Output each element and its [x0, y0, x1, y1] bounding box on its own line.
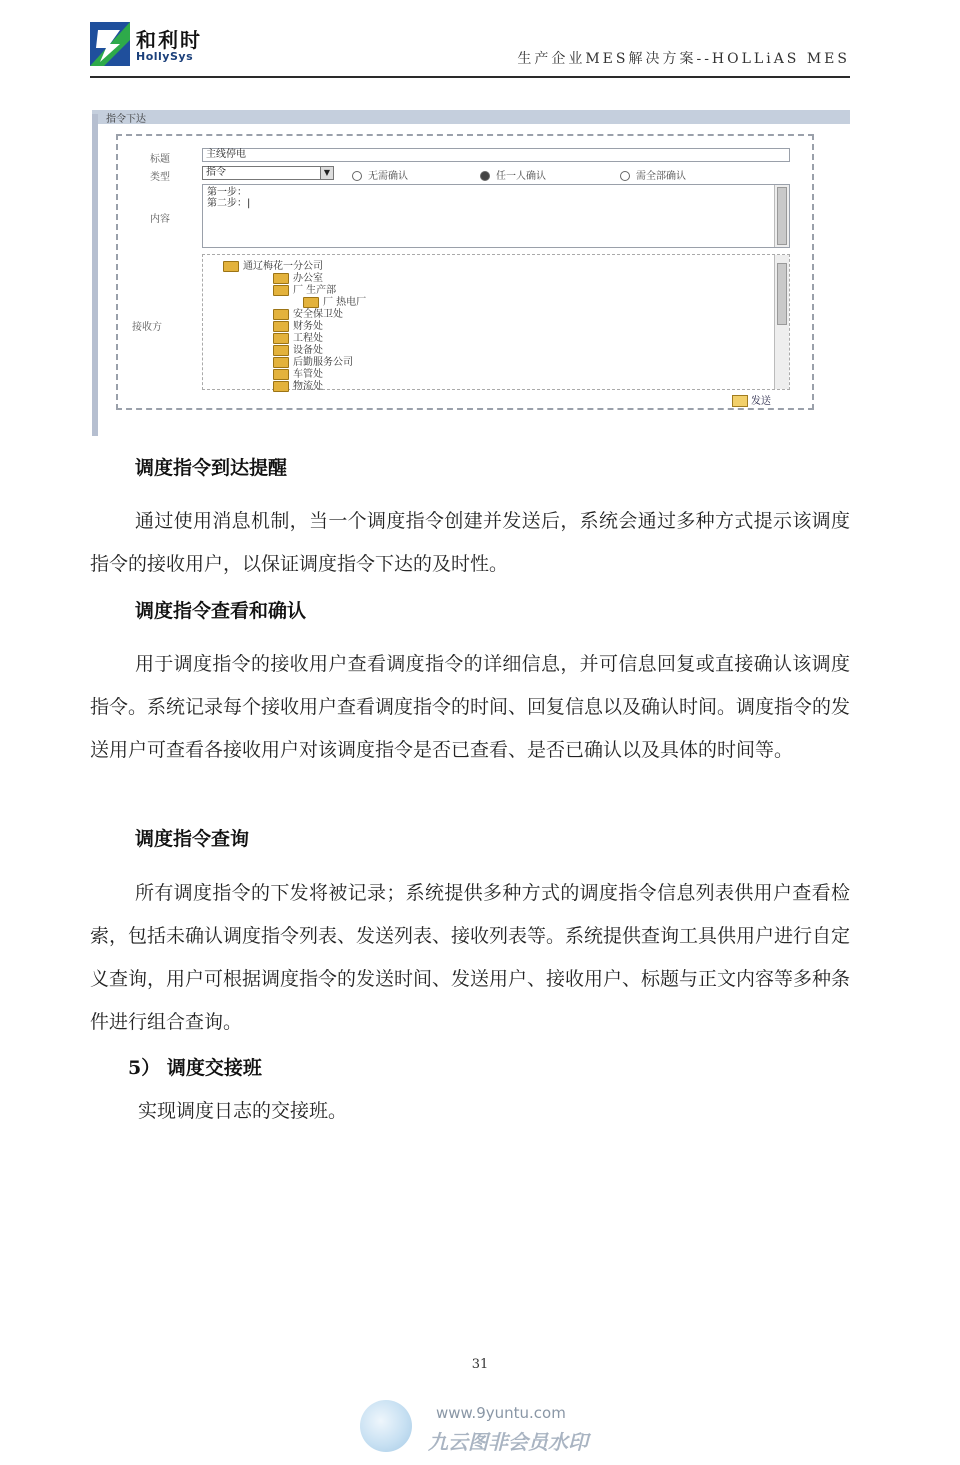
- radio-icon: [620, 171, 630, 181]
- window-title: 指令下达: [106, 114, 146, 125]
- title-label: 标题: [150, 154, 170, 165]
- tree-item[interactable]: 厂 热电厂: [303, 293, 366, 308]
- hollysys-logo: [90, 22, 220, 68]
- chevron-down-icon: ▼: [320, 167, 333, 179]
- tree-item[interactable]: 办公室: [273, 269, 323, 284]
- radio-all-confirm[interactable]: [620, 167, 686, 182]
- watermark-logo-icon: [360, 1400, 412, 1452]
- page-header: [90, 20, 850, 78]
- radio-icon: [352, 171, 362, 181]
- tree-item[interactable]: 通辽梅花一分公司: [223, 257, 323, 272]
- subsection-heading: 5） 调度交接班: [128, 1057, 262, 1079]
- section-paragraph: 用于调度指令的接收用户查看调度指令的详细信息，并可信息回复或直接确认该调度指令。系统记录每个接收用户查看调度指令的时间、回复信息以及确认时间。调度指令的发送用户可查看各接收用户对该调度指令是否已查看、是否已确认以及具体的时间等。: [90, 653, 851, 761]
- tree-item[interactable]: 财务处: [273, 317, 323, 332]
- document-title: 生产企业MES解决方案--HOLLiAS MES: [517, 51, 850, 67]
- radio-label: 无需确认: [368, 171, 408, 182]
- radio-selected-icon: [480, 171, 490, 181]
- type-select[interactable]: [202, 166, 334, 180]
- tree-item[interactable]: 后勤服务公司: [273, 353, 353, 368]
- watermark-url: www.9yuntu.com: [436, 1404, 566, 1422]
- section-paragraph: 所有调度指令的下发将被记录；系统提供多种方式的调度指令信息列表供用户查看检索，包括未确认调度指令列表、发送列表、接收列表等。系统提供查询工具供用户进行自定义查询，用户可根据调度指令的发送时间、发送用户、接收用户、标题与正文内容等多种条件进行组合查询。: [90, 882, 851, 1033]
- section-heading: 调度指令到达提醒: [135, 457, 288, 479]
- section-heading: 调度指令查看和确认: [135, 600, 307, 622]
- content-line: 第二步：|: [207, 198, 251, 209]
- section-heading: 调度指令查询: [135, 828, 250, 850]
- tree-item[interactable]: 物流处: [273, 377, 323, 392]
- folder-icon: [273, 381, 289, 392]
- radio-label: 需全部确认: [636, 171, 686, 182]
- window-left-edge: [92, 114, 98, 436]
- page-number: 31: [471, 1357, 489, 1372]
- send-button[interactable]: [732, 392, 771, 407]
- folder-icon: [223, 261, 239, 272]
- radio-any-confirm[interactable]: [480, 167, 546, 182]
- scrollbar-thumb[interactable]: [777, 263, 787, 325]
- window-title-bar: [92, 110, 850, 124]
- radio-label: 任一人确认: [496, 171, 546, 182]
- dispatch-order-screenshot: [92, 110, 850, 436]
- subsection-paragraph: 实现调度日志的交接班。: [138, 1100, 348, 1122]
- title-input[interactable]: 主线停电: [202, 148, 790, 162]
- content-scrollbar[interactable]: [774, 185, 789, 247]
- scrollbar-thumb[interactable]: [777, 187, 787, 245]
- section-paragraph: 通过使用消息机制，当一个调度指令创建并发送后，系统会通过多种方式提示该调度指令的接收用户，以保证调度指令下达的及时性。: [90, 510, 850, 575]
- content-line: 第一步：: [207, 187, 247, 198]
- tree-item[interactable]: 安全保卫处: [273, 305, 343, 320]
- hollysys-logo-icon: [90, 22, 130, 66]
- logo-chinese-name: 和利时: [136, 28, 202, 52]
- tree-item[interactable]: 工程处: [273, 329, 323, 344]
- tree-item[interactable]: 车管处: [273, 365, 323, 380]
- receiver-label: 接收方: [132, 322, 162, 333]
- send-label: 发送: [751, 396, 771, 407]
- type-label: 类型: [150, 172, 170, 183]
- receiver-tree[interactable]: [202, 254, 790, 390]
- radio-no-confirm[interactable]: [352, 167, 408, 182]
- watermark-text: 九云图非会员水印: [428, 1430, 588, 1454]
- logo-english-name: HollySys: [136, 50, 194, 63]
- send-icon: [732, 395, 748, 407]
- tree-item[interactable]: 厂 生产部: [273, 281, 336, 296]
- content-label: 内容: [150, 214, 170, 225]
- tree-item[interactable]: 设备处: [273, 341, 323, 356]
- tree-scrollbar[interactable]: [774, 255, 789, 389]
- type-select-value: 指令: [206, 167, 226, 178]
- folder-icon: [273, 285, 289, 296]
- content-textarea[interactable]: [202, 184, 790, 248]
